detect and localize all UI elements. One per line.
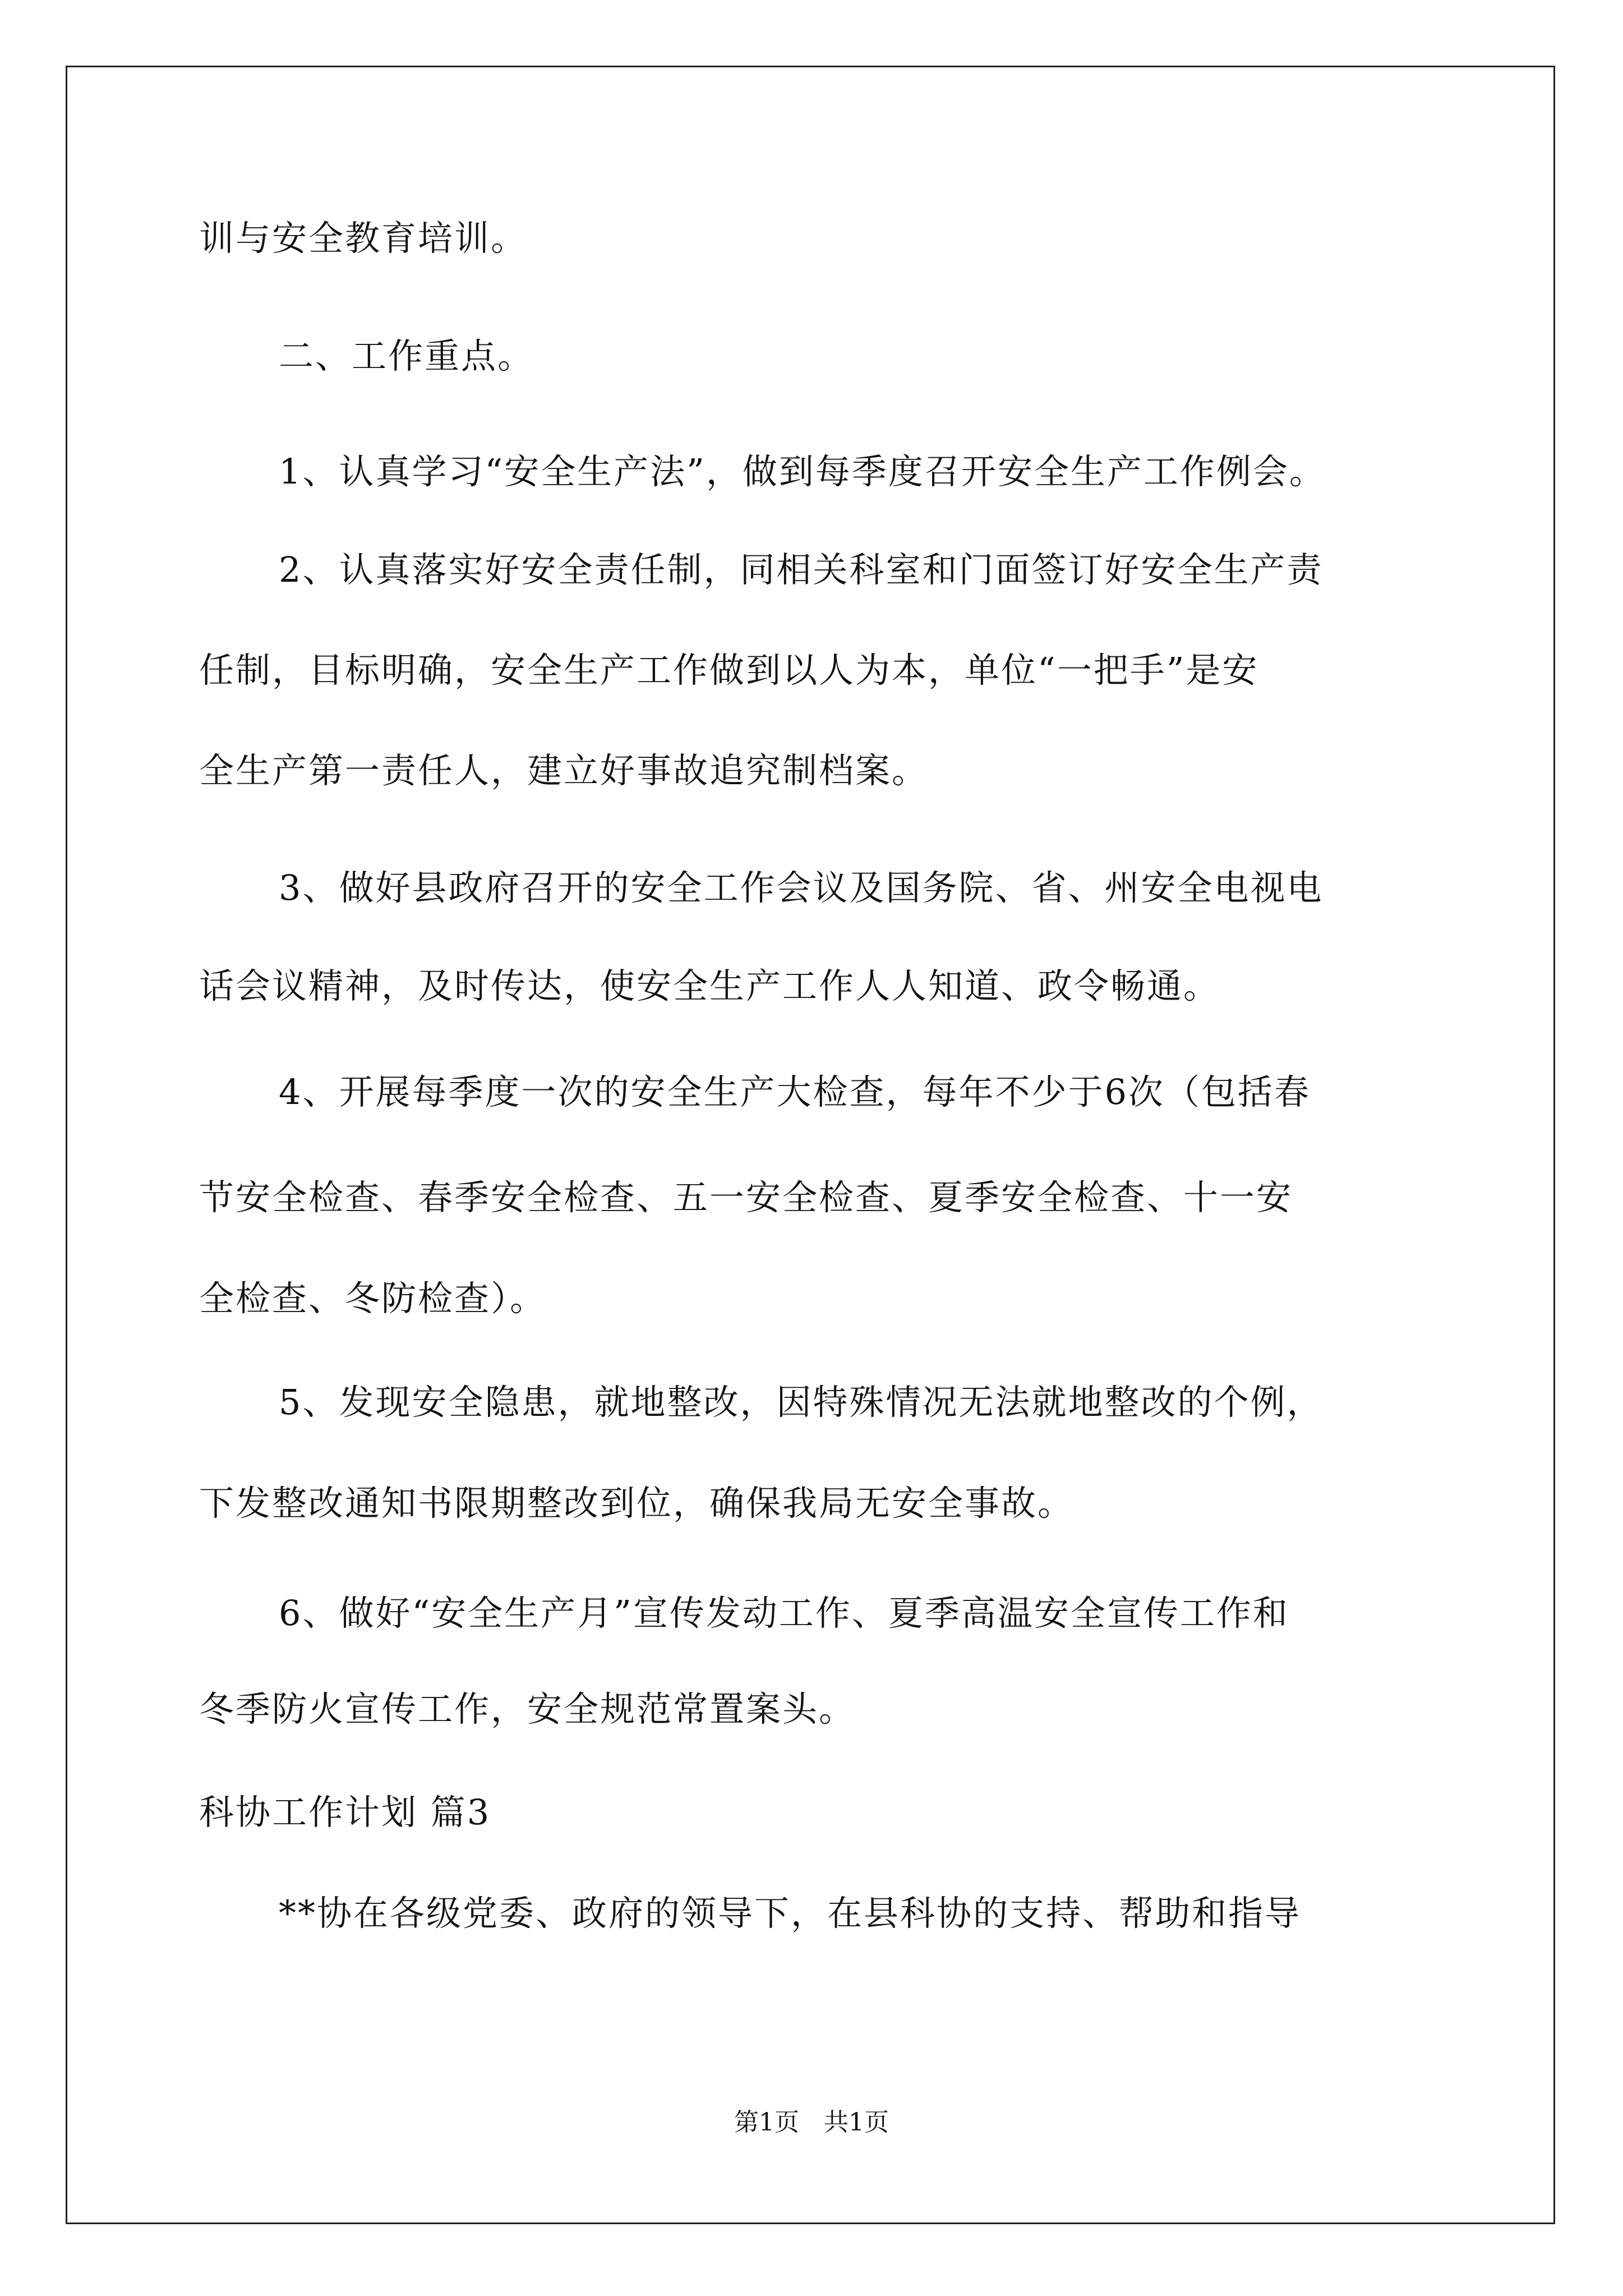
body-line-10: 节安全检查、春季安全检查、五一安全检查、夏季安全检查、十一安 — [199, 1177, 1293, 1218]
body-line-8: 话会议精神，及时传达，使安全生产工作人人知道、政令畅通。 — [199, 965, 1220, 1006]
body-line-3: 1、认真学习“安全生产法”，做到每季度召开安全生产工作例会。 — [279, 451, 1326, 492]
body-line-4: 2、认真落实好安全责任制，同相关科室和门面签订好安全生产责 — [279, 549, 1324, 590]
body-line-6: 全生产第一责任人，建立好事故追究制档案。 — [199, 750, 929, 791]
body-line-1: 训与安全教育培训。 — [199, 218, 528, 259]
body-line-12: 5、发现安全隐患，就地整改，因特殊情况无法就地整改的个例， — [279, 1382, 1324, 1423]
body-line-15: 冬季防火宣传工作，安全规范常置案头。 — [199, 1688, 856, 1729]
page-footer: 第1页 共1页 — [734, 2108, 889, 2137]
body-line-14: 6、做好“安全生产月”宣传发动工作、夏季高温安全宣传工作和 — [279, 1593, 1289, 1634]
body-line-9: 4、开展每季度一次的安全生产大检查，每年不少于6次（包括春 — [279, 1071, 1311, 1112]
body-line-5: 任制，目标明确，安全生产工作做到以人为本，单位“一把手”是安 — [199, 650, 1259, 691]
body-line-7: 3、做好县政府召开的安全工作会议及国务院、省、州安全电视电 — [279, 867, 1324, 908]
section-heading-plan-3: 科协工作计划 篇3 — [199, 1792, 491, 1833]
body-line-13: 下发整改通知书限期整改到位，确保我局无安全事故。 — [199, 1483, 1075, 1524]
body-line-11: 全检查、冬防检查）。 — [199, 1278, 547, 1319]
section-heading-work-focus: 二、工作重点。 — [279, 335, 534, 376]
body-line-17: **协在各级党委、政府的领导下，在县科协的支持、帮助和指导 — [279, 1893, 1302, 1934]
